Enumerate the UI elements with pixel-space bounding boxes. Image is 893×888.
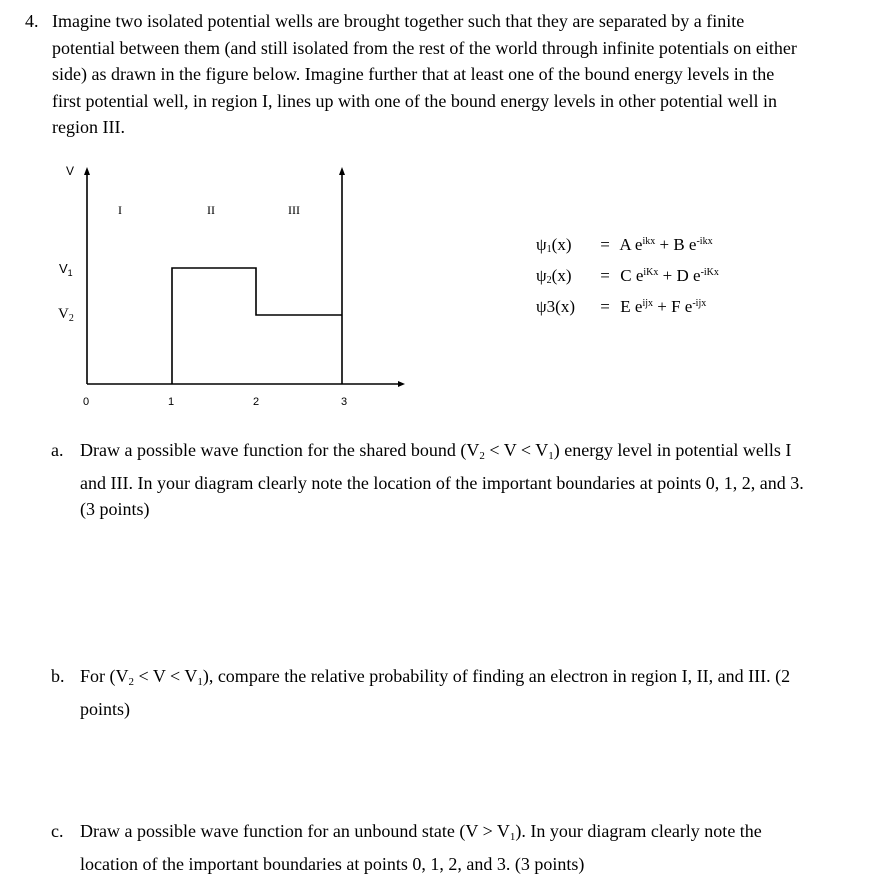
part-b-text <box>80 663 790 722</box>
y-axis-arrow <box>84 167 90 175</box>
equals-sign: = <box>600 266 610 285</box>
question-line: side) as drawn in the figure below. Imagine further that at least one of the bound energy levels in the <box>52 64 775 84</box>
equation-psi2 <box>536 261 719 292</box>
x-axis-arrow <box>398 381 405 387</box>
equation-psi3 <box>536 292 719 323</box>
v1-symbol: V <box>59 261 68 276</box>
region-label-i: I <box>118 203 122 217</box>
part-a-text <box>80 437 804 523</box>
part-c-label: c. <box>51 821 64 841</box>
equation-lhs: $\psi_2(x)$ <box>536 266 572 286</box>
equals-sign: = <box>600 235 610 254</box>
equals-sign: = <box>600 297 610 316</box>
y-axis-label: V <box>66 164 75 178</box>
part-line: and III. In your diagram clearly note the location of the important boundaries at points 0, 1, 2, and 3. <box>80 472 804 493</box>
v2-subscript: 2 <box>68 313 74 324</box>
v2-symbol: V <box>58 306 69 322</box>
equation-rhs: C $e^{iKx} + D$ $e^{-iKx}$ <box>620 266 719 285</box>
v2-label <box>58 306 74 324</box>
part-b-label: b. <box>51 666 65 686</box>
equation-lhs: ψ3(x) <box>536 297 575 316</box>
v1-label <box>59 261 73 278</box>
x-tick-1: 1 <box>168 396 175 408</box>
x-tick-3: 3 <box>341 396 348 408</box>
equation-block <box>536 230 719 323</box>
part-line: Draw a possible wave function for an unbound state $(V > V_1)$. In your diagram clearly note the <box>80 821 762 843</box>
region-label-ii: II <box>207 203 215 217</box>
x-tick-2: 2 <box>253 396 260 408</box>
x-tick-0: 0 <box>83 396 90 408</box>
part-c-text <box>80 818 762 877</box>
equation-psi1 <box>536 230 719 261</box>
part-line: (3 points) <box>80 499 150 519</box>
v1-subscript: 1 <box>67 268 73 278</box>
part-line: points) <box>80 698 131 719</box>
question-number: 4. <box>25 11 39 31</box>
region-label-iii: III <box>288 203 300 217</box>
question-line: region III. <box>52 117 125 137</box>
potential-profile <box>172 268 342 384</box>
part-line: location of the important boundaries at points 0, 1, 2, and 3. (3 points) <box>80 853 585 874</box>
equation-rhs: E $e^{ijx} + F$ $e^{-ijx}$ <box>620 297 707 316</box>
question-line: Imagine two isolated potential wells are brought together such that they are separated by a finite <box>52 11 745 31</box>
equation-lhs: $\psi_1(x)$ <box>536 235 572 255</box>
right-wall-arrow <box>339 167 345 175</box>
equation-rhs: A $e^{ikx} + B$ $e^{-ikx}$ <box>619 235 713 254</box>
question-line: first potential well, in region I, lines up with one of the bound energy levels in other potential well in <box>52 90 778 111</box>
part-a-label: a. <box>51 440 64 460</box>
part-line: Draw a possible wave function for the shared bound $(V_2 < V < V_1)$ energy level in potential wells I <box>80 440 792 462</box>
part-line: For $(V_2 < V < V_1)$, compare the relative probability of finding an electron in region I, II, and III. (2 <box>80 666 791 688</box>
question-line: potential between them (and still isolated from the rest of the world through infinite potentials on either <box>52 37 797 58</box>
